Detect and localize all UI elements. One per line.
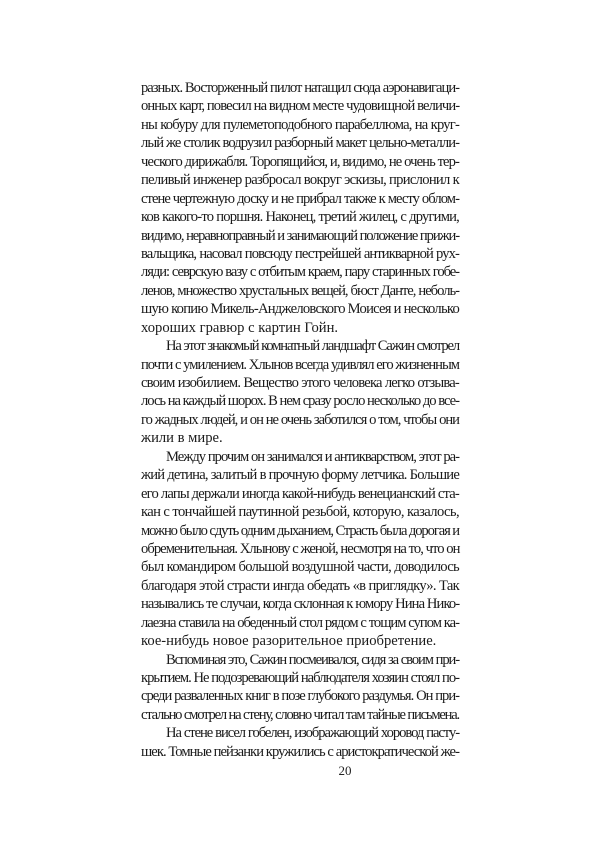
text-line: назывались те случаи, когда склонная к юмору Нина Нико- — [141, 596, 460, 613]
text-line: своим изобилием. Вещество этого человека легко отзыва- — [141, 375, 459, 391]
text-line: лый же столик водрузил разборный макет цельно-металли- — [141, 135, 459, 152]
text-line: онных карт, повесил на видном месте чудовищной величи- — [141, 98, 460, 115]
text-line: среди разваленных книг в позе глубокого раздумья. Он при- — [141, 688, 459, 705]
paragraph-start-line: На этот знакомый комнатный ландшафт Сажин смотрел — [166, 338, 459, 355]
text-line: пеливый инженер разбросал вокруг эскизы, прислонил к — [141, 172, 459, 189]
text-line: лось на каждый шорох. В нем сразу росло несколько до все- — [141, 393, 459, 410]
text-line: ческого дирижабля. Торопящийся, и, видимо, не очень тер- — [141, 153, 459, 170]
text-line: можно было сдуть одним дыханием, Страсть была дорогая и — [141, 522, 459, 539]
text-line: жили в мире. — [141, 430, 223, 447]
text-line: кое-нибудь новое разорительное приобретение. — [141, 633, 437, 650]
text-line: кан с тончайшей паутинной резьбой, которую, казалось, — [141, 504, 459, 521]
text-line: го жадных людей, и он не очень заботился о том, чтобы они — [141, 411, 459, 428]
page-number: 20 — [338, 763, 352, 778]
text-line: разных. Восторженный пилот натащил сюда аэронавигаци- — [141, 80, 459, 96]
text-line: почти с умилением. Хлынов всегда удивлял его жизненным — [141, 356, 459, 373]
text-line: ков какого-то поршня. Наконец, третий жилец, с другими, — [141, 209, 459, 226]
text-line: жий детина, залитый в прочную форму летчика. Большие — [141, 467, 459, 484]
text-line: хороших гравюр с картин Гойн. — [141, 319, 339, 336]
text-line: его лапы держали иногда какой-нибудь венецианский ста- — [141, 485, 459, 502]
paragraph-start-line: На стене висел гобелен, изображающий хоровод пасту- — [166, 725, 459, 742]
text-line: шую копию Микель-Анджеловского Моисея и несколько — [141, 301, 459, 318]
text-line: видимо, неравноправный и занимающий положение прижи- — [141, 227, 459, 244]
text-line: вальщика, насовал повсюду пестрейшей антикварной рух- — [141, 245, 459, 262]
text-line: ляди: севрскую вазу с отбитым краем, пару старинных гобе- — [141, 264, 459, 281]
text-line: стене чертежную доску и не прибрал также к месту облом- — [141, 190, 459, 207]
page-body-text — [141, 79, 459, 761]
text-line: лаезна ставила на обеденный стол рядом с тощим супом ка- — [141, 614, 459, 631]
paragraph-start-line: Между прочим он занимался и антикварством, этот ра- — [166, 448, 459, 465]
text-line: крытием. Не подозревающий наблюдателя хозяин стоял по- — [141, 670, 459, 686]
text-line: стально смотрел на стену, словно читал там тайные письмена. — [141, 706, 459, 723]
text-line: ленов, множество хрустальных вещей, бюст Данте, неболь- — [141, 282, 459, 299]
text-line: благодаря этой страсти ингда обедать «в приглядку». Так — [141, 577, 459, 594]
paragraph-start-line: Вспоминая это, Сажин посмеивался, сидя за своим при- — [166, 651, 459, 668]
text-line: шек. Томные пейзанки кружились с аристократической же- — [141, 743, 459, 760]
text-line: был командиром большой воздушной части, доводилось — [141, 559, 459, 576]
text-line: ны кобуру для пулеметоподобного парабеллюма, на круг- — [141, 116, 459, 133]
text-line: обременительная. Хлынову с женой, несмотря на то, что он — [141, 540, 460, 557]
